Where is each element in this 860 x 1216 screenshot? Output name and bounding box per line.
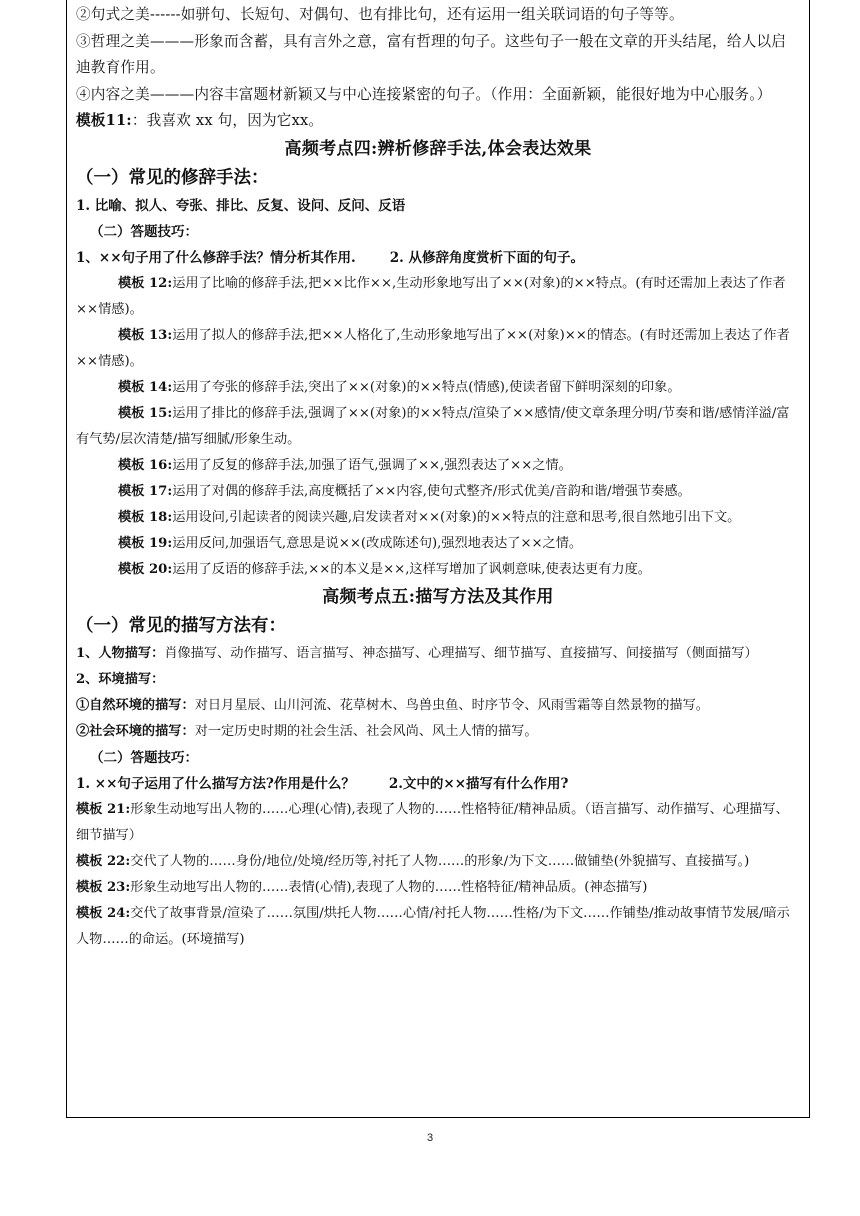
template-label: 模板 19: xyxy=(118,535,173,551)
question-2: 2. 从修辞角度赏析下面的句子。 xyxy=(389,249,585,266)
beauty-item-4: ④内容之美———内容丰富题材新颖又与中心连接紧密的句子。（作用：全面新颖，能很好地为中心服务。） xyxy=(76,85,772,103)
template-label: 模板 15: xyxy=(118,405,173,421)
template-15 xyxy=(76,401,800,453)
template-label: 模板 12: xyxy=(118,275,173,291)
template-18 xyxy=(76,505,800,531)
section4-sub2: （二）答题技巧： xyxy=(90,223,198,240)
template-text: 交代了人物的……身份/地位/处境/经历等,衬托了人物……的形象/为下文……做铺垫(外貌描写、直接描写。) xyxy=(130,853,750,869)
template-16 xyxy=(76,453,800,479)
section5-title: 高频考点五:描写方法及其作用 xyxy=(322,586,554,607)
question-1: 1、××句子用了什么修辞手法？情分析其作用. xyxy=(76,249,356,266)
character-label: 1、人物描写： xyxy=(76,645,165,661)
template-label: 模板 16: xyxy=(118,457,173,473)
natural-label: ①自然环境的描写： xyxy=(76,697,195,713)
template-text: 运用了反语的修辞手法,××的本义是××,这样写增加了讽刺意味,使表达更有力度。 xyxy=(172,561,651,577)
template-23 xyxy=(76,875,800,901)
social-environment xyxy=(76,719,800,745)
template-17 xyxy=(76,479,800,505)
template-text: 形象生动地写出人物的……心理(心情),表现了人物的……性格特征/精神品质。（语言描写、动作描写、心理描写、细节描写） xyxy=(76,801,789,843)
template-label: 模板 24: xyxy=(76,905,131,921)
question-1: 1. ××句子运用了什么描写方法?作用是什么？ xyxy=(76,775,355,792)
template-text: 运用了比喻的修辞手法,把××比作××,生动形象地写出了××(对象)的××特点。(有时还需加上表达了作者××情感)。 xyxy=(76,275,786,317)
section4-sub1: （一）常见的修辞手法： xyxy=(76,167,269,188)
template-19 xyxy=(76,531,800,557)
template-label: 模板 18: xyxy=(118,509,173,525)
section5-sub2: （二）答题技巧： xyxy=(90,749,198,766)
template-11 xyxy=(76,108,800,135)
template-12 xyxy=(76,271,800,323)
beauty-item-3: ③哲理之美———形象而含蓄，具有言外之意，富有哲理的句子。这些句子一般在文章的开头结尾，给人以启迪教育作用。 xyxy=(76,32,787,76)
template-22 xyxy=(76,849,800,875)
template-13 xyxy=(76,323,800,375)
template-21 xyxy=(76,797,800,849)
template-text: 运用了反复的修辞手法,加强了语气,强调了××,强烈表达了××之情。 xyxy=(172,457,572,473)
character-description xyxy=(76,641,800,667)
template-text: 运用了排比的修辞手法,强调了××(对象)的××特点/渲染了××感情/使文章条理分明/节奏和谐/感情洋溢/富有气势/层次清楚/描写细腻/形象生动。 xyxy=(76,405,790,447)
section4-list: 1. 比喻、拟人、夸张、排比、反复、设问、反问、反语 xyxy=(76,197,406,214)
template-label: 模板11: xyxy=(76,112,132,129)
template-text: 运用反问,加强语气,意思是说××(改成陈述句),强烈地表达了××之情。 xyxy=(172,535,583,551)
template-14 xyxy=(76,375,800,401)
natural-text: 对日月星辰、山川河流、花草树木、鸟兽虫鱼、时序节令、风雨雪霜等自然景物的描写。 xyxy=(194,697,709,713)
template-label: 模板 21: xyxy=(76,801,131,817)
character-text: 肖像描写、动作描写、语言描写、神态描写、心理描写、细节描写、直接描写、间接描写（侧面描写） xyxy=(164,645,758,661)
section4-questions xyxy=(76,245,800,271)
social-label: ②社会环境的描写： xyxy=(76,723,195,739)
template-text: ：我喜欢 xx 句，因为它xx。 xyxy=(131,112,324,129)
beauty-item-2: ②句式之美------如骈句、长短句、对偶句、也有排比句，还有运用一组关联词语的句子等等。 xyxy=(76,6,684,23)
template-24 xyxy=(76,901,800,953)
page-number: 3 xyxy=(426,1132,434,1144)
content-frame xyxy=(66,0,810,1118)
template-text: 运用了夸张的修辞手法,突出了××(对象)的××特点(情感),使读者留下鲜明深刻的印象。 xyxy=(172,379,681,395)
section4-title: 高频考点四:辨析修辞手法,体会表达效果 xyxy=(284,138,592,159)
template-text: 形象生动地写出人物的……表情(心情),表现了人物的……性格特征/精神品质。(神态描写) xyxy=(130,879,648,895)
template-20 xyxy=(76,557,800,583)
environment-label: 2、环境描写： xyxy=(76,671,165,687)
template-label: 模板 14: xyxy=(118,379,173,395)
template-text: 运用了对偶的修辞手法,高度概括了××内容,使句式整齐/形式优美/音韵和谐/增强节奏感。 xyxy=(172,483,691,499)
template-label: 模板 17: xyxy=(118,483,173,499)
social-text: 对一定历史时期的社会生活、社会风尚、风土人情的描写。 xyxy=(194,723,538,739)
question-2: 2.文中的××描写有什么作用? xyxy=(388,775,569,792)
template-label: 模板 22: xyxy=(76,853,131,869)
natural-environment xyxy=(76,693,800,719)
section5-sub1: （一）常见的描写方法有： xyxy=(76,615,286,636)
template-label: 模板 23: xyxy=(76,879,131,895)
template-text: 运用了拟人的修辞手法,把××人格化了,生动形象地写出了××(对象)××的情态。(有时还需加上表达了作者××情感)。 xyxy=(76,327,790,369)
template-text: 交代了故事背景/渲染了……氛围/烘托人物……心情/衬托人物……性格/为下文……作铺垫/推动故事情节发展/暗示人物……的命运。(环境描写) xyxy=(76,905,790,947)
section5-questions xyxy=(76,771,800,797)
template-label: 模板 20: xyxy=(118,561,173,577)
template-label: 模板 13: xyxy=(118,327,173,343)
template-text: 运用设问,引起读者的阅读兴趣,启发读者对××(对象)的××特点的注意和思考,很自然地引出下文。 xyxy=(172,509,741,525)
